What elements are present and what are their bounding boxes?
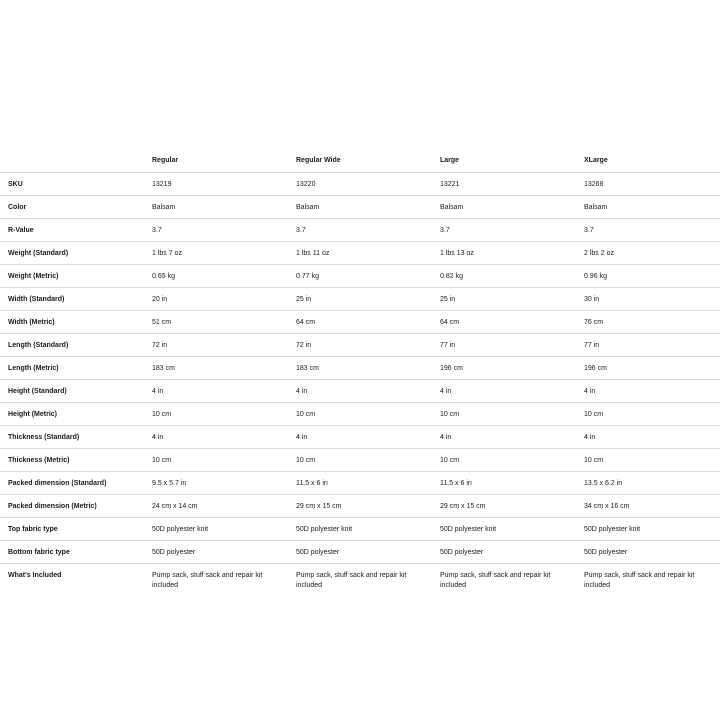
- table-cell: 4 in: [296, 388, 308, 395]
- table-cell: 30 in: [584, 296, 600, 303]
- table-cell: 25 in: [440, 296, 456, 303]
- table-cell: 1 lbs 13 oz: [440, 250, 474, 257]
- table-cell: 0.65 kg: [152, 273, 175, 280]
- table-cell: 76 cm: [584, 319, 604, 326]
- table-row: [0, 403, 720, 426]
- row-label: Weight (Metric): [8, 273, 59, 280]
- table-cell: 34 cm x 16 cm: [584, 503, 630, 510]
- row-label: Thickness (Standard): [8, 434, 80, 441]
- table-cell: 11.5 x 6 in: [296, 480, 328, 487]
- table-cell: 0.77 kg: [296, 273, 319, 280]
- table-cell: 2 lbs 2 oz: [584, 250, 614, 257]
- table-row: [0, 472, 720, 495]
- table-row: [0, 311, 720, 334]
- header-cell: XLarge: [584, 157, 608, 164]
- table-cell: 4 in: [584, 434, 596, 441]
- table-cell: 4 in: [440, 388, 452, 395]
- table-cell: Pump sack, stuff sack and repair kit included: [296, 572, 407, 589]
- table-cell: 50D polyester: [296, 549, 340, 556]
- table-cell: 4 in: [152, 434, 164, 441]
- table-row: [0, 242, 720, 265]
- table-cell: 3.7: [440, 227, 450, 234]
- table-cell: 72 in: [296, 342, 312, 349]
- row-label: SKU: [8, 181, 23, 188]
- table-cell: 1 lbs 7 oz: [152, 250, 182, 257]
- table-cell: 11.5 x 6 in: [440, 480, 472, 487]
- table-cell: 3.7: [296, 227, 306, 234]
- table-cell: 24 cm x 14 cm: [152, 503, 198, 510]
- table-cell: 4 in: [296, 434, 308, 441]
- table-row: [0, 357, 720, 380]
- row-label: Height (Standard): [8, 388, 67, 395]
- header-cell: Regular: [152, 157, 179, 164]
- row-label: Width (Metric): [8, 319, 55, 326]
- table-cell: 10 cm: [296, 411, 316, 418]
- row-label: Length (Metric): [8, 365, 59, 372]
- table-cell: 3.7: [584, 227, 594, 234]
- table-cell: Balsam: [296, 204, 320, 211]
- table-row: [0, 265, 720, 288]
- row-label: What's Included: [8, 572, 62, 579]
- table-cell: 50D polyester knit: [584, 526, 641, 533]
- table-cell: 0.82 kg: [440, 273, 463, 280]
- row-label: Packed dimension (Standard): [8, 480, 107, 487]
- row-label: R-Value: [8, 227, 34, 234]
- row-label: Height (Metric): [8, 411, 57, 418]
- table-row: [0, 334, 720, 357]
- table-row: [0, 173, 720, 196]
- table-cell: 64 cm: [296, 319, 316, 326]
- table-cell: 50D polyester: [152, 549, 196, 556]
- table-cell: 50D polyester: [584, 549, 628, 556]
- table-cell: Balsam: [584, 204, 608, 211]
- table-cell: 77 in: [440, 342, 456, 349]
- row-label: Bottom fabric type: [8, 549, 70, 556]
- table-row: [0, 495, 720, 518]
- table-row: [0, 449, 720, 472]
- table-cell: 13219: [152, 181, 172, 188]
- table-cell: 13221: [440, 181, 460, 188]
- table-cell: 196 cm: [440, 365, 463, 372]
- spec-table-body: [0, 173, 720, 599]
- table-cell: 50D polyester knit: [296, 526, 353, 533]
- table-cell: 4 in: [584, 388, 596, 395]
- header-cell: [0, 150, 144, 173]
- spec-table: [0, 150, 720, 598]
- table-cell: 9.5 x 5.7 in: [152, 480, 187, 487]
- table-cell: 10 cm: [440, 457, 460, 464]
- table-cell: Balsam: [152, 204, 176, 211]
- header-cell: Large: [440, 157, 460, 164]
- table-cell: 64 cm: [440, 319, 460, 326]
- row-label: Color: [8, 204, 27, 211]
- table-cell: Pump sack, stuff sack and repair kit included: [584, 572, 695, 589]
- table-cell: 4 in: [440, 434, 452, 441]
- table-cell: 13220: [296, 181, 316, 188]
- table-row: [0, 564, 720, 599]
- table-cell: 196 cm: [584, 365, 607, 372]
- table-cell: 50D polyester: [440, 549, 484, 556]
- table-cell: 10 cm: [584, 411, 604, 418]
- table-row: [0, 541, 720, 564]
- table-cell: 29 cm x 15 cm: [296, 503, 342, 510]
- table-row: [0, 219, 720, 242]
- row-label: Packed dimension (Metric): [8, 503, 97, 510]
- row-label: Width (Standard): [8, 296, 65, 303]
- table-row: [0, 288, 720, 311]
- table-cell: 25 in: [296, 296, 312, 303]
- row-label: Length (Standard): [8, 342, 69, 349]
- table-cell: Pump sack, stuff sack and repair kit included: [152, 572, 263, 589]
- table-cell: 10 cm: [440, 411, 460, 418]
- table-cell: 20 in: [152, 296, 168, 303]
- table-cell: 3.7: [152, 227, 162, 234]
- table-cell: 51 cm: [152, 319, 172, 326]
- table-cell: Balsam: [440, 204, 464, 211]
- table-cell: 10 cm: [296, 457, 316, 464]
- table-row: [0, 426, 720, 449]
- table-cell: 1 lbs 11 oz: [296, 250, 330, 257]
- spec-table-header: [0, 150, 720, 173]
- table-cell: 50D polyester knit: [440, 526, 497, 533]
- table-cell: 10 cm: [584, 457, 604, 464]
- row-label: Thickness (Metric): [8, 457, 70, 464]
- table-cell: 10 cm: [152, 411, 172, 418]
- header-cell: Regular Wide: [296, 157, 341, 164]
- table-cell: 13.5 x 6.2 in: [584, 480, 623, 487]
- row-label: Weight (Standard): [8, 250, 69, 257]
- table-row: [0, 196, 720, 219]
- table-cell: 10 cm: [152, 457, 172, 464]
- table-cell: 183 cm: [296, 365, 319, 372]
- table-row: [0, 518, 720, 541]
- table-cell: 0.96 kg: [584, 273, 607, 280]
- table-cell: 77 in: [584, 342, 600, 349]
- row-label: Top fabric type: [8, 526, 58, 533]
- table-row: [0, 380, 720, 403]
- table-cell: 4 in: [152, 388, 164, 395]
- table-cell: 50D polyester knit: [152, 526, 209, 533]
- table-cell: Pump sack, stuff sack and repair kit included: [440, 572, 551, 589]
- table-cell: 13268: [584, 181, 604, 188]
- header-row: [0, 150, 720, 173]
- table-cell: 183 cm: [152, 365, 175, 372]
- table-cell: 29 cm x 15 cm: [440, 503, 486, 510]
- table-cell: 72 in: [152, 342, 168, 349]
